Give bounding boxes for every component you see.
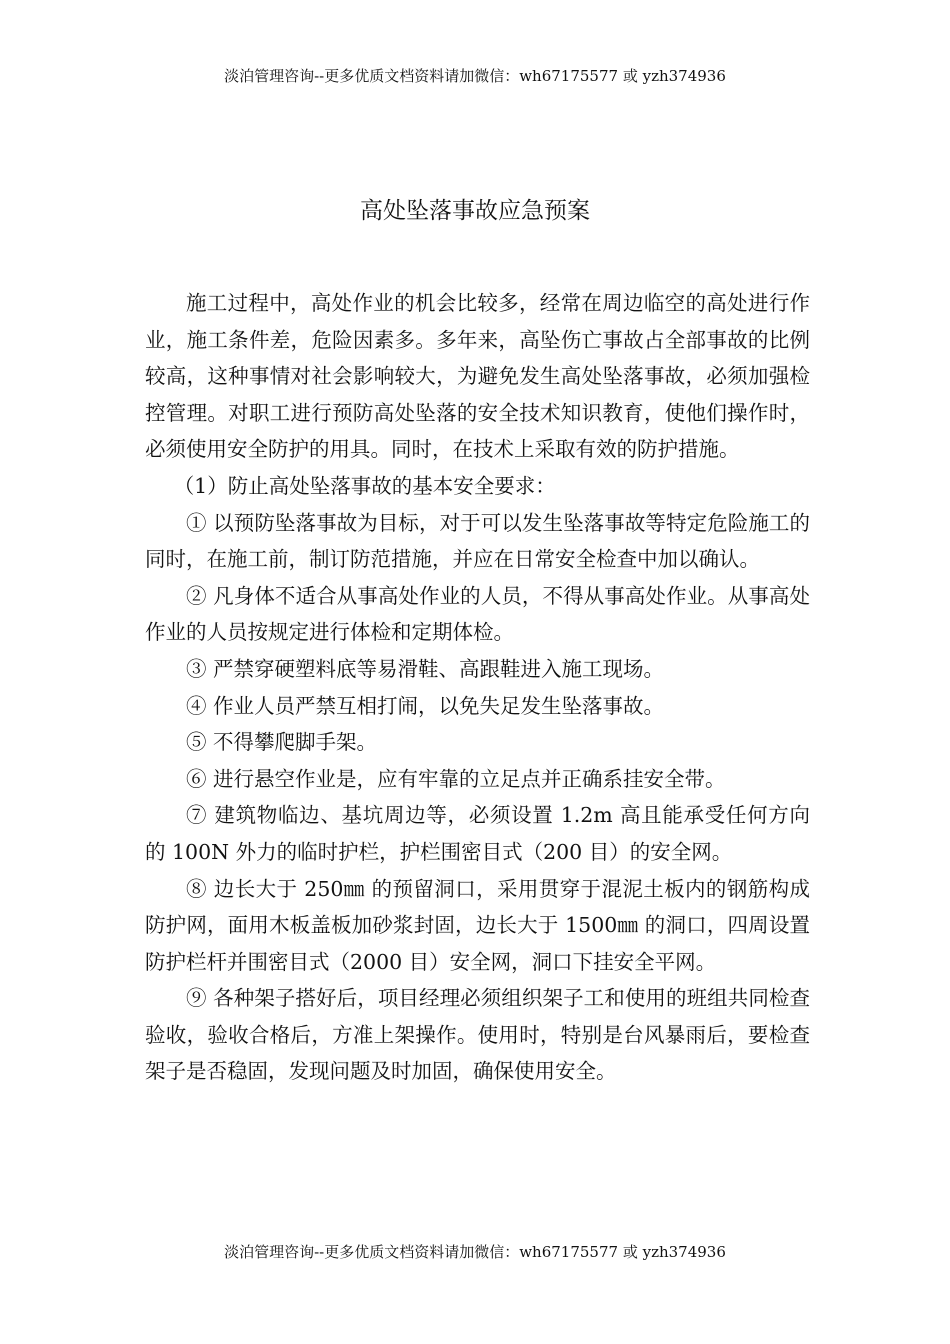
header-note: 淡泊管理咨询--更多优质文档资料请加微信：wh67175577 或 yzh374936 <box>224 67 726 85</box>
list-item: ⑥ 进行悬空作业是，应有牢靠的立足点并正确系挂安全带。 <box>186 766 726 791</box>
list-item: ⑦ 建筑物临边、基坑周边等，必须设置 1.2m 高且能承受任何方向的 100N 外力的临时护栏，护栏围密目式（200 目）的安全网。 <box>145 803 810 864</box>
document-title: 高处坠落事故应急预案 <box>360 198 590 224</box>
footer-note: 淡泊管理咨询--更多优质文档资料请加微信：wh67175577 或 yzh374936 <box>224 1243 726 1261</box>
list-item: ⑤ 不得攀爬脚手架。 <box>186 730 378 755</box>
section-heading: （1）防止高处坠落事故的基本安全要求： <box>173 473 556 498</box>
document-body <box>145 285 810 1090</box>
intro-paragraph: 施工过程中，高处作业的机会比较多，经常在周边临空的高处进行作业，施工条件差，危险因素多。多年来，高坠伤亡事故占全部事故的比例较高，这种事情对社会影响较大，为避免发生高处坠落事故，必须加强检控管理。对职工进行预防高处坠落的安全技术知识教育，使他们操作时，必须使用安全防护的用具。同时，在技术上采取有效的防护措施。 <box>145 291 810 462</box>
list-item: ⑨ 各种架子搭好后，项目经理必须组织架子工和使用的班组共同检查验收，验收合格后，方准上架操作。使用时，特别是台风暴雨后，要检查架子是否稳固，发现问题及时加固，确保使用安全。 <box>145 986 810 1084</box>
list-item: ④ 作业人员严禁互相打闹，以免失足发生坠落事故。 <box>186 693 665 718</box>
list-item: ③ 严禁穿硬塑料底等易滑鞋、高跟鞋进入施工现场。 <box>186 656 665 681</box>
list-item: ① 以预防坠落事故为目标，对于可以发生坠落事故等特定危险施工的同时，在施工前，制订防范措施，并应在日常安全检查中加以确认。 <box>145 510 810 572</box>
list-item: ⑧ 边长大于 250㎜ 的预留洞口，采用贯穿于混泥土板内的钢筋构成防护网，面用木板盖板加砂浆封固，边长大于 1500㎜ 的洞口，四周设置防护栏杆并围密目式（2000 目）安全网，洞口下挂安全平网。 <box>145 876 810 974</box>
list-item: ② 凡身体不适合从事高处作业的人员，不得从事高处作业。从事高处作业的人员按规定进行体检和定期体检。 <box>145 583 810 645</box>
